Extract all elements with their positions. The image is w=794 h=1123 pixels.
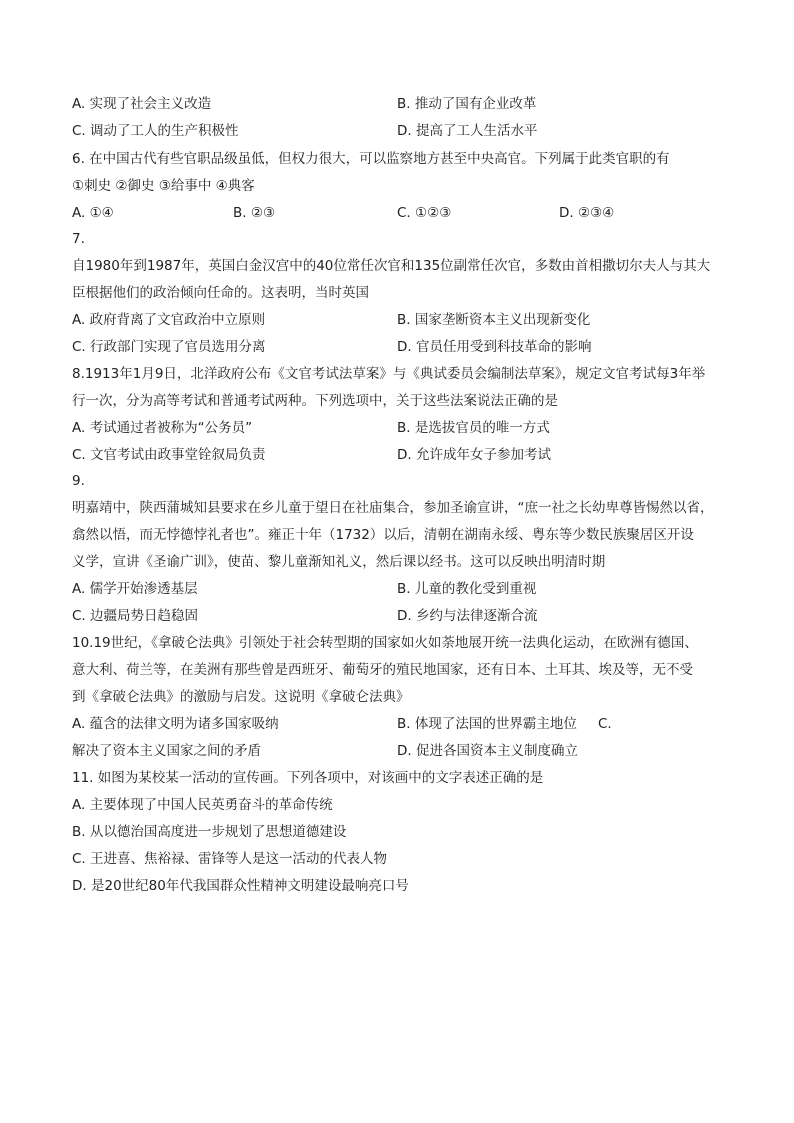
q9-number: 9.: [72, 473, 85, 489]
q8-option-a: A. 考试通过者被称为“公务员”: [72, 420, 253, 436]
q9-option-a: A. 儒学开始渗透基层: [72, 581, 198, 597]
q10-stem-line-2: 意大利、荷兰等，在美洲有那些曾是西班牙、葡萄牙的殖民地国家，还有日本、土耳其、埃及等，无不受: [72, 662, 693, 678]
q9-option-d: D. 乡约与法律逐渐合流: [397, 608, 538, 624]
q10-stem-line-3: 到《拿破仑法典》的激励与启发。这说明《拿破仑法典》: [72, 689, 410, 705]
q11-option-a: A. 主要体现了中国人民英勇奋斗的革命传统: [72, 797, 333, 813]
q7-stem-line-2: 臣根据他们的政治倾向任命的。这表明，当时英国: [72, 285, 369, 301]
q8-stem-line-2: 行一次，分为高等考试和普通考试两种。下列选项中，关于这些法案说法正确的是: [72, 393, 558, 409]
q8-stem-line-1: 8.1913年1月9日，北洋政府公布《文官考试法草案》与《典试委员会编制法草案》，规定文官考试每3年举: [72, 366, 706, 382]
q11-stem: 11. 如图为某校某一活动的宣传画。下列各项中，对该画中的文字表述正确的是: [72, 770, 544, 786]
q9-stem-line-2: 翕然以悟，而无悖德悖礼者也”。雍正十年（1732）以后，清朝在湖南永绥、粤东等少数民族聚居区开设: [72, 527, 694, 543]
q6-items: ①刺史 ②御史 ③给事中 ④典客: [72, 178, 255, 194]
q9-stem-line-3: 义学，宣讲《圣谕广训》，使苗、黎儿童渐知礼义，然后课以经书。这可以反映出明清时期: [72, 554, 606, 570]
q9-option-b: B. 儿童的教化受到重视: [397, 581, 537, 597]
q11-option-b: B. 从以德治国高度进一步规划了思想道德建设: [72, 824, 347, 840]
q5-option-a: A. 实现了社会主义改造: [72, 96, 212, 112]
q5-option-b: B. 推动了国有企业改革: [397, 96, 537, 112]
q5-option-c: C. 调动了工人的生产积极性: [72, 123, 239, 139]
q11-option-d: D. 是20世纪80年代我国群众性精神文明建设最响亮口号: [72, 878, 409, 894]
q8-option-d: D. 允许成年女子参加考试: [397, 447, 551, 463]
q11-option-c: C. 王进喜、焦裕禄、雷锋等人是这一活动的代表人物: [72, 851, 388, 867]
q6-option-b: B. ②③: [233, 205, 276, 221]
q10-option-d: D. 促进各国资本主义制度确立: [397, 743, 578, 759]
q10-option-a: A. 蕴含的法律文明为诸多国家吸纳: [72, 716, 279, 732]
q8-option-b: B. 是选拔官员的唯一方式: [397, 420, 550, 436]
q6-option-a: A. ①④: [72, 205, 114, 221]
q7-option-b: B. 国家垄断资本主义出现新变化: [397, 312, 591, 328]
q9-stem-line-1: 明嘉靖中，陕西蒲城知县要求在乡儿童于望日在社庙集合，参加圣谕宣讲，“庶一社之长幼卑尊皆惕然以省，: [72, 500, 714, 516]
q7-stem-line-1: 自1980年到1987年，英国白金汉宫中的40位常任次官和135位副常任次官，多数由首相撒切尔夫人与其大: [72, 258, 711, 274]
q8-option-c: C. 文官考试由政事堂铨叙局负责: [72, 447, 266, 463]
q7-option-a: A. 政府背离了文官政治中立原则: [72, 312, 266, 328]
q9-option-c: C. 边疆局势日趋稳固: [72, 608, 199, 624]
q6-option-d: D. ②③④: [559, 205, 615, 221]
q7-number: 7.: [72, 231, 85, 247]
q10-stem-line-1: 10.19世纪，《拿破仑法典》引领处于社会转型期的国家如火如荼地展开统一法典化运动，在欧洲有德国、: [72, 635, 698, 651]
q6-option-c: C. ①②③: [397, 205, 452, 221]
q7-option-d: D. 官员任用受到科技革命的影响: [397, 339, 592, 355]
q10-option-b: B. 体现了法国的世界霸主地位: [397, 716, 577, 732]
q10-option-c-label: C.: [598, 716, 612, 732]
q10-option-c-text: 解决了资本主义国家之间的矛盾: [72, 743, 261, 759]
q7-option-c: C. 行政部门实现了官员选用分离: [72, 339, 266, 355]
q5-option-d: D. 提高了工人生活水平: [397, 123, 538, 139]
q6-stem: 6. 在中国古代有些官职品级虽低，但权力很大，可以监察地方甚至中央高官。下列属于此类官职的有: [72, 151, 670, 167]
